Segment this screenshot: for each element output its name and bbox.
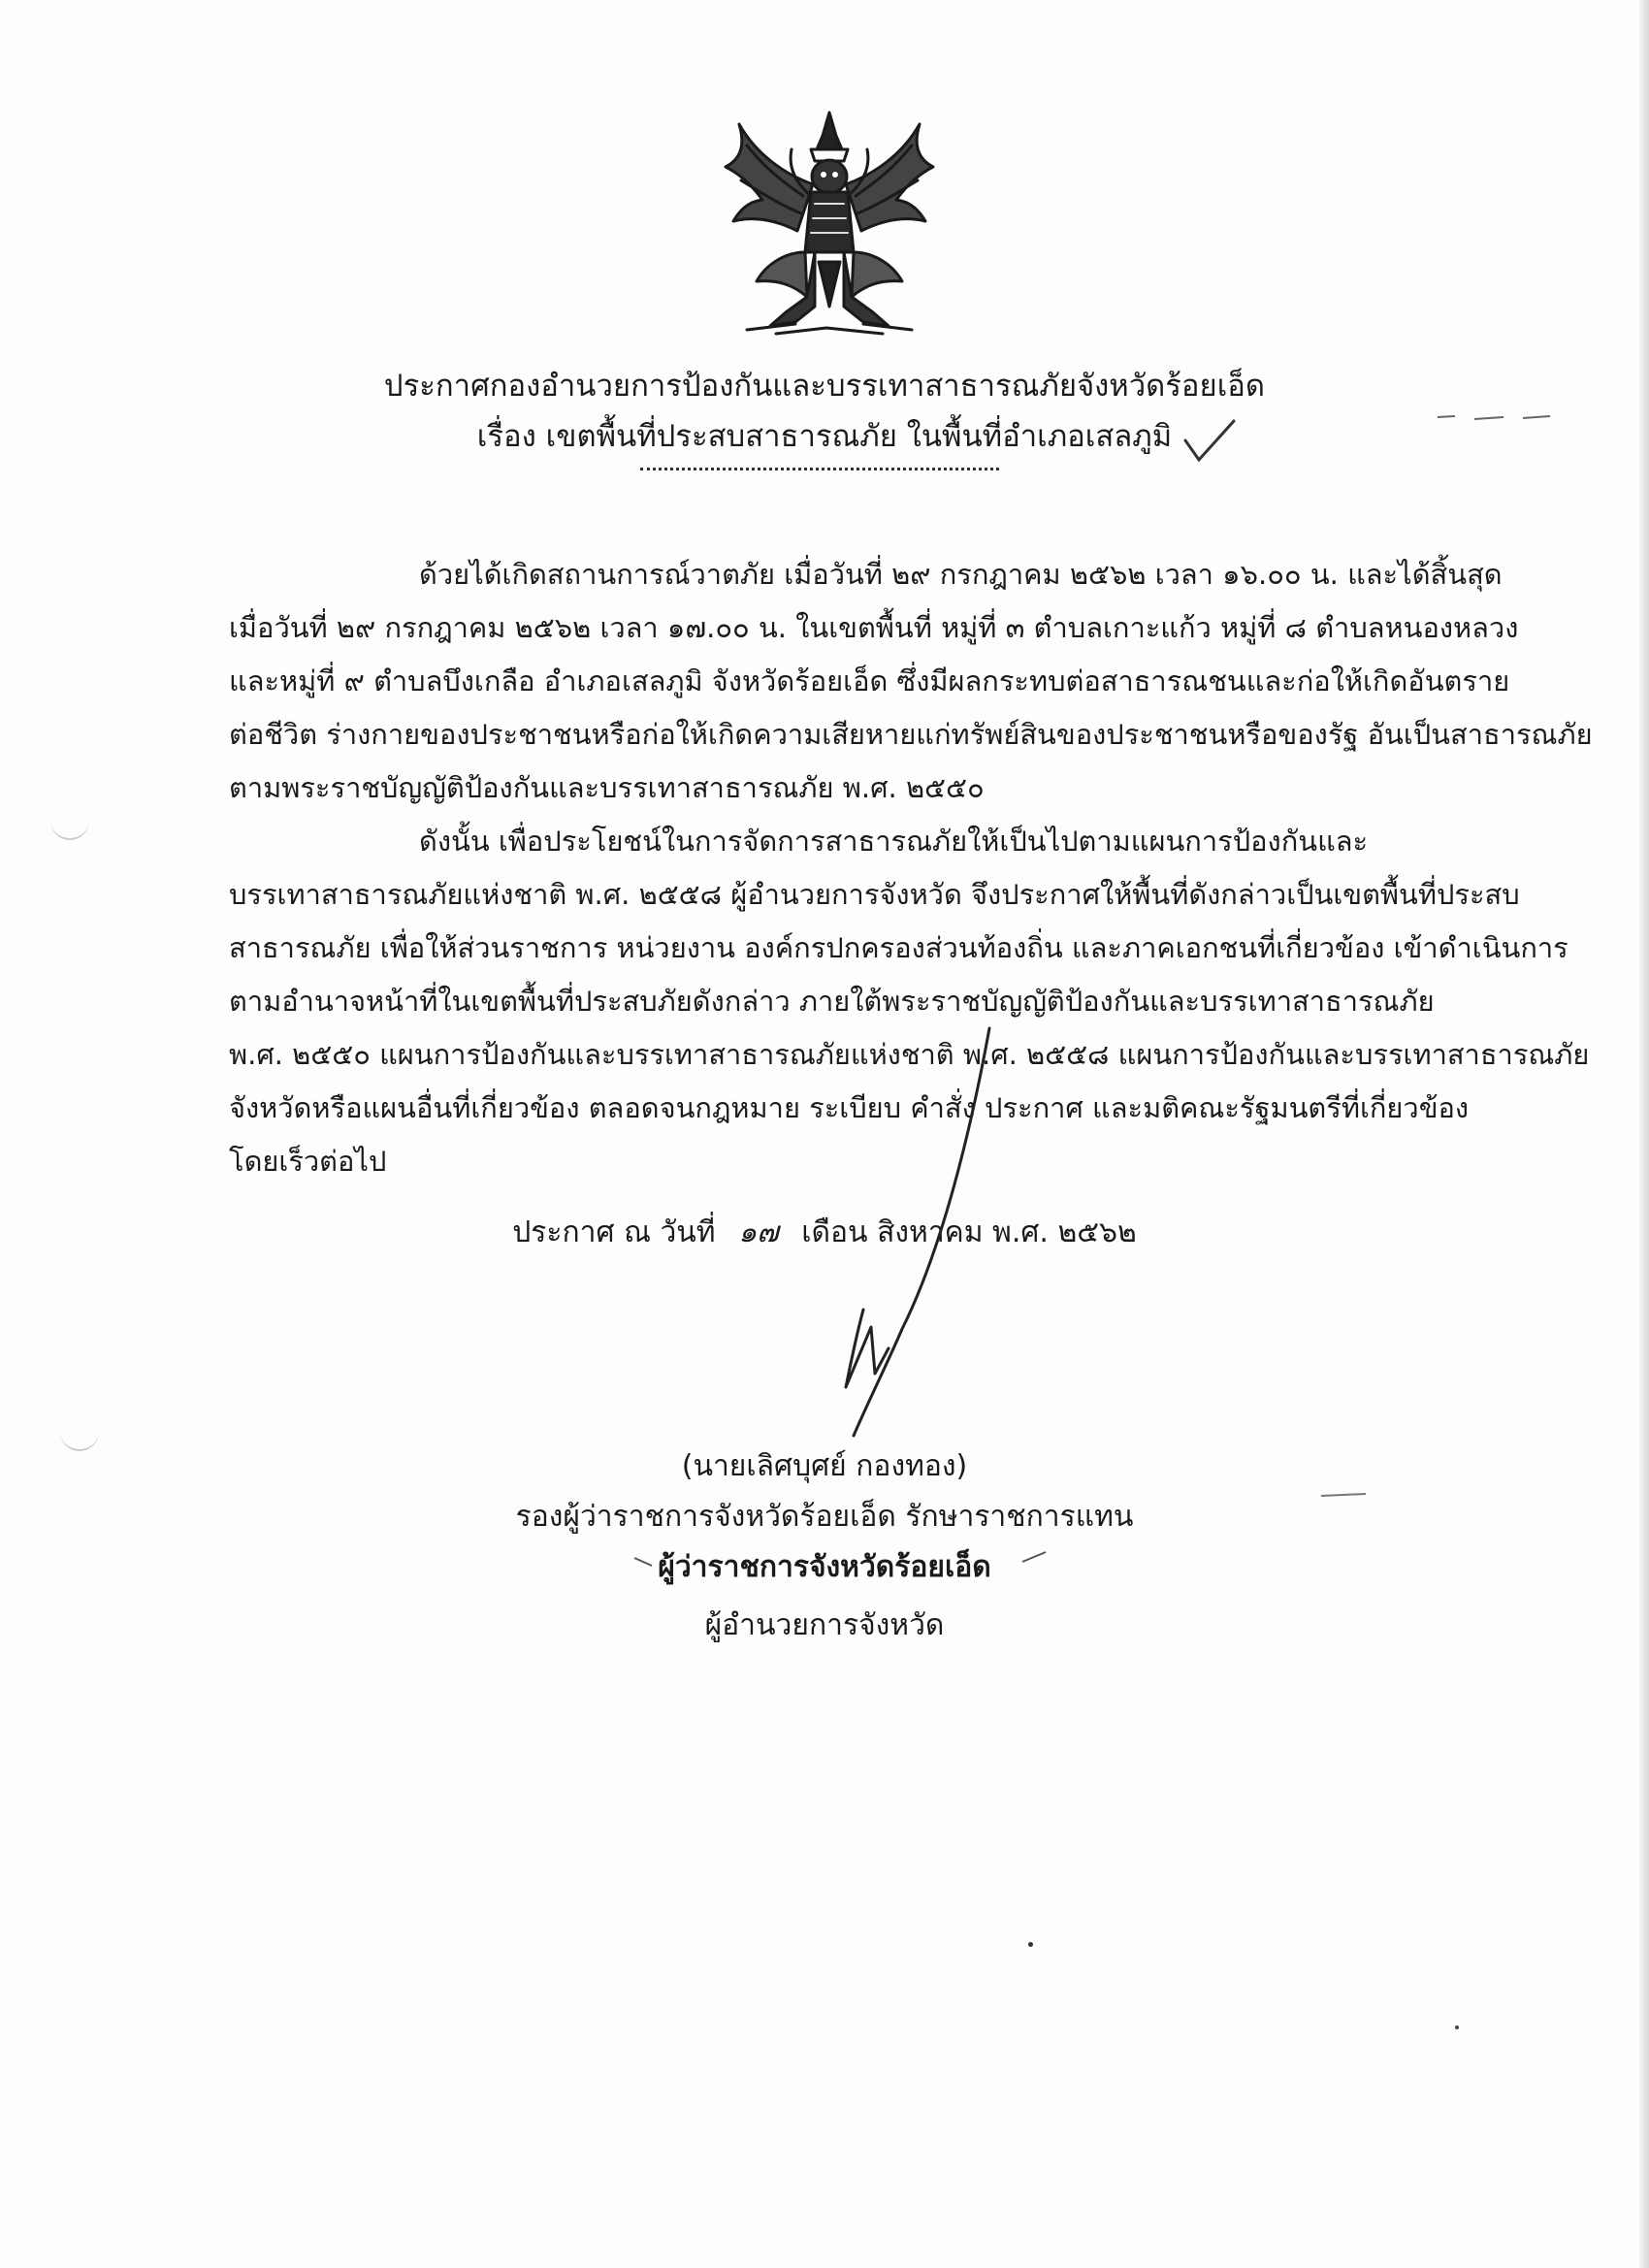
- announcement-title: ประกาศกองอำนวยการป้องกันและบรรเทาสาธารณภัยจังหวัดร้อยเอ็ด: [383, 369, 1266, 404]
- paragraph-line: โดยเร็วต่อไป: [229, 1145, 387, 1178]
- punch-hole-top: [50, 813, 89, 840]
- paragraph-line: ด้วยได้เกิดสถานการณ์วาตภัย เมื่อวันที่ ๒๙ กรกฎาคม ๒๕๖๒ เวลา ๑๖.๐๐ น. และได้สิ้นสุด: [419, 558, 1503, 591]
- signer-position-1: รองผู้ว่าราชการจังหวัดร้อยเอ็ด รักษาราชการแทน: [515, 1500, 1134, 1534]
- paragraph-line: ดังนั้น เพื่อประโยชน์ในการจัดการสาธารณภัยให้เป็นไปตามแผนการป้องกันและ: [419, 825, 1369, 858]
- date-prefix: ประกาศ ณ วันที่: [512, 1215, 716, 1249]
- garuda-emblem-icon: [718, 107, 941, 340]
- announcement-subject: เรื่อง เขตพื้นที่ประสบสาธารณภัย ในพื้นที่อำเภอเสลภูมิ: [476, 419, 1173, 454]
- title-separator: [640, 468, 999, 470]
- paragraph-line: ตามอำนาจหน้าที่ในเขตพื้นที่ประสบภัยดังกล่าว ภายใต้พระราชบัญญัติป้องกันและบรรเทาสาธารณภัย: [229, 985, 1435, 1018]
- scan-speck-icon: [1455, 2025, 1459, 2029]
- signer-position-2: ผู้ว่าราชการจังหวัดร้อยเอ็ด: [658, 1550, 991, 1584]
- scan-speck-icon: [1028, 1942, 1033, 1947]
- paragraph-line: เมื่อวันที่ ๒๙ กรกฎาคม ๒๕๖๒ เวลา ๑๗.๐๐ น. ในเขตพื้นที่ หมู่ที่ ๓ ตำบลเกาะแก้ว หมู่ที่ ๘ ตำบลหนองหลวง: [229, 611, 1519, 644]
- paragraph-line: ต่อชีวิต ร่างกายของประชาชนหรือก่อให้เกิดความเสียหายแก่ทรัพย์สินของประชาชนหรือของรัฐ อันเป็นสาธารณภัย: [229, 718, 1593, 751]
- body-paragraph-1: [229, 548, 1593, 815]
- paragraph-line: จังหวัดหรือแผนอื่นที่เกี่ยวข้อง ตลอดจนกฎหมาย ระเบียบ คำสั่ง ประกาศ และมติคณะรัฐมนตรีที่เกี่ยวข้อง: [229, 1091, 1470, 1124]
- announcement-date: [0, 1210, 1649, 1255]
- page-edge-shadow: [1639, 0, 1649, 2268]
- date-day: ๑๗: [738, 1215, 779, 1249]
- date-month-year: เดือน สิงหาคม พ.ศ. ๒๕๖๒: [801, 1215, 1137, 1249]
- paragraph-line: และหมู่ที่ ๙ ตำบลบึงเกลือ อำเภอเสลภูมิ จังหวัดร้อยเอ็ด ซึ่งมีผลกระทบต่อสาธารณชนและก่อให้เกิดอันตราย: [229, 664, 1510, 697]
- paragraph-line: บรรเทาสาธารณภัยแห่งชาติ พ.ศ. ๒๕๕๘ ผู้อำนวยการจังหวัด จึงประกาศให้พื้นที่ดังกล่าวเป็นเขตพื้นที่ประสบ: [229, 878, 1520, 911]
- paragraph-line: สาธารณภัย เพื่อให้ส่วนราชการ หน่วยงาน องค์กรปกครองส่วนท้องถิ่น และภาคเอกชนที่เกี่ยวข้อง เข้าดำเนินการ: [229, 931, 1568, 964]
- paragraph-line: ตามพระราชบัญญัติป้องกันและบรรเทาสาธารณภัย พ.ศ. ๒๕๕๐: [229, 771, 985, 804]
- paragraph-line: พ.ศ. ๒๕๕๐ แผนการป้องกันและบรรเทาสาธารณภัยแห่งชาติ พ.ศ. ๒๕๕๘ แผนการป้องกันและบรรเทาสาธารณภัย: [229, 1038, 1590, 1071]
- signer-position-3: ผู้อำนวยการจังหวัด: [704, 1608, 945, 1642]
- signer-name: (นายเลิศบุศย์ กองทอง): [681, 1449, 968, 1483]
- body-paragraph-2: [229, 815, 1590, 1188]
